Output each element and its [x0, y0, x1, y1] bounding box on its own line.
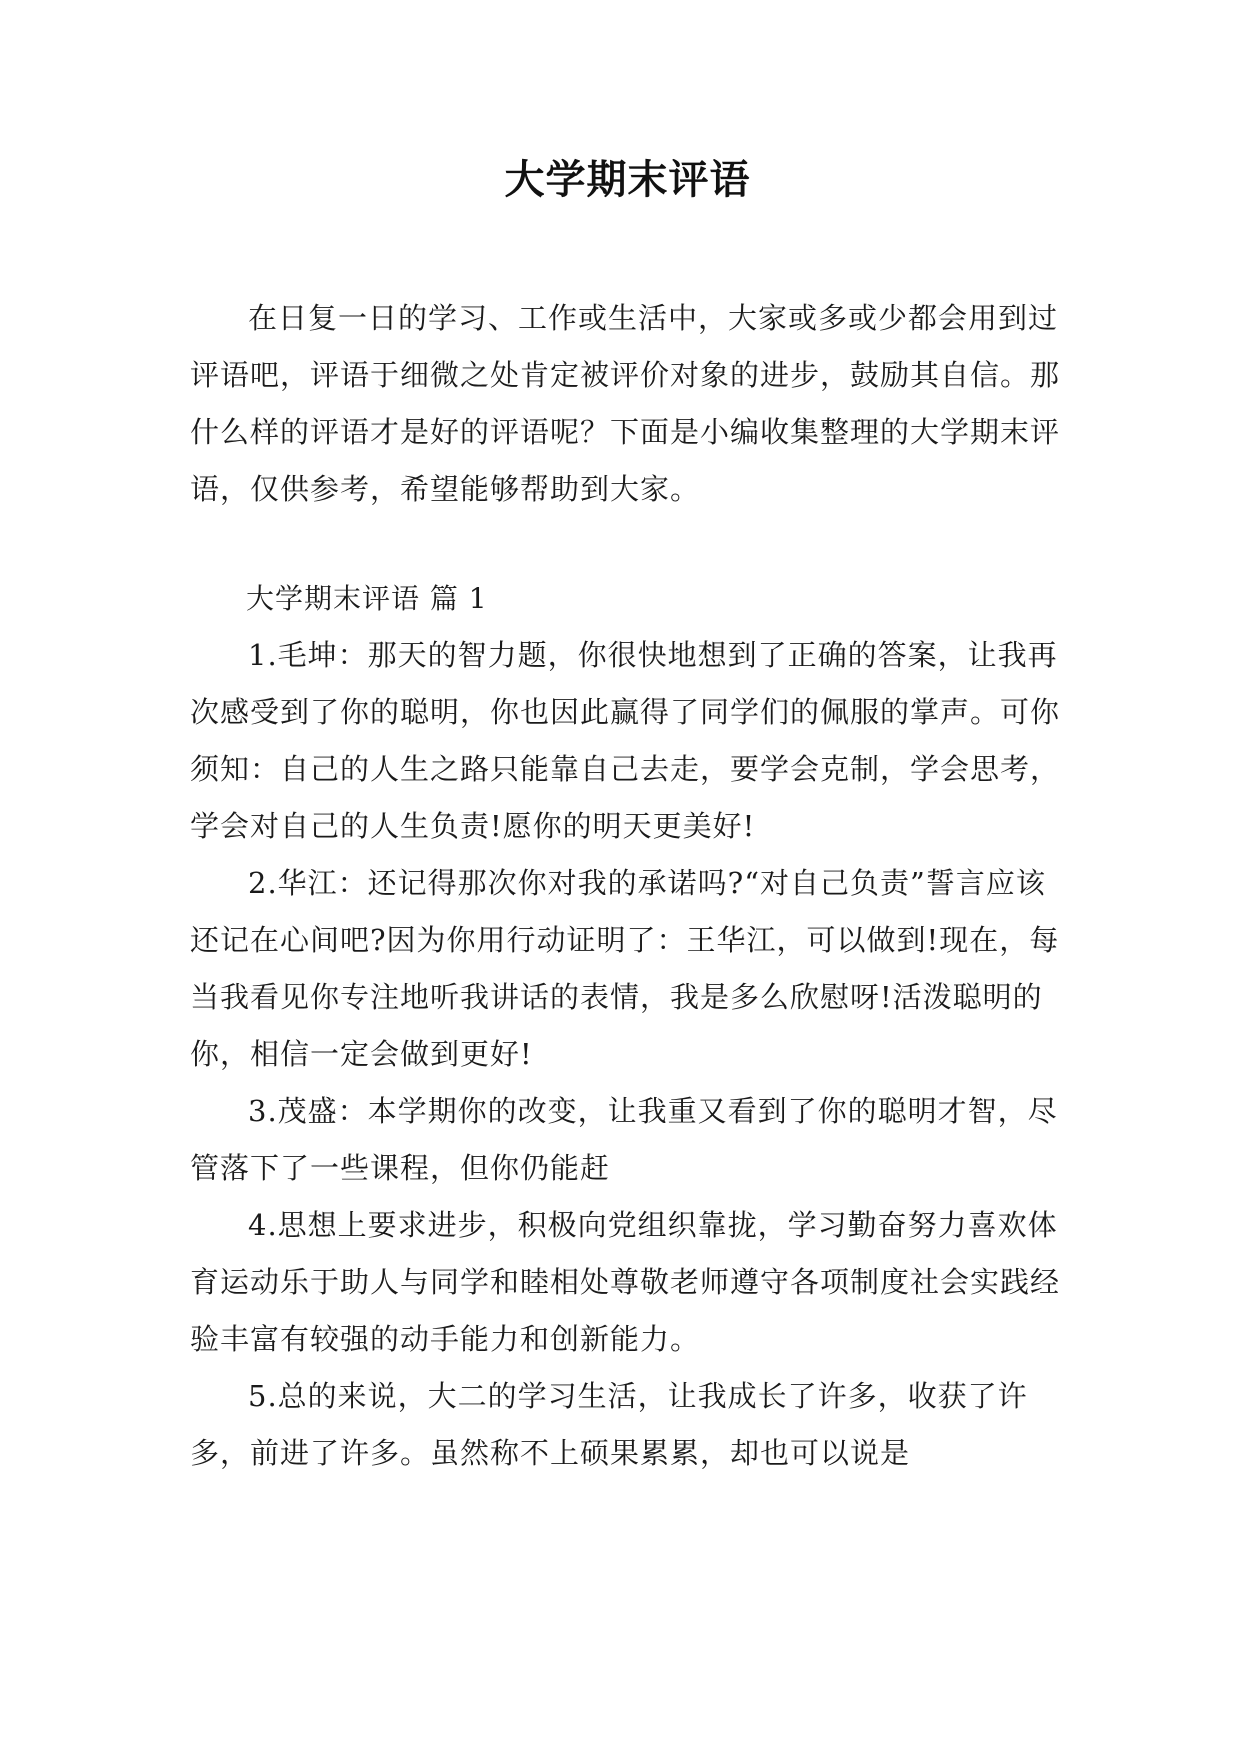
document-title: 大学期末评语 — [504, 157, 751, 203]
comment-item-5: 5.总的来说，大二的学习生活，让我成长了许多，收获了许多，前进了许多。虽然称不上硕果累累，却也可以说是 — [190, 1379, 1028, 1470]
comment-item-4: 4.思想上要求进步，积极向党组织靠拢，学习勤奋努力喜欢体育运动乐于助人与同学和睦相处尊敬老师遵守各项制度社会实践经验丰富有较强的动手能力和创新能力。 — [190, 1208, 1061, 1356]
comment-item-2: 2.华江：还记得那次你对我的承诺吗?“对自己负责”誓言应该还记在心间吧?因为你用行动证明了：王华江，可以做到!现在，每当我看见你专注地听我讲话的表情，我是多么欣慰呀!活泼聪明的你，相信一定会做到更好! — [190, 866, 1060, 1071]
intro-paragraph: 在日复一日的学习、工作或生活中，大家或多或少都会用到过评语吧，评语于细微之处肯定被评价对象的进步，鼓励其自信。那什么样的评语才是好的评语呢？下面是小编收集整理的大学期末评语，仅供参考，希望能够帮助到大家。 — [190, 301, 1061, 506]
comment-item-3: 3.茂盛：本学期你的改变，让我重又看到了你的聪明才智，尽管落下了一些课程，但你仍能赶 — [190, 1094, 1058, 1185]
section-heading: 大学期末评语 篇 1 — [246, 582, 488, 615]
comment-item-1: 1.毛坤：那天的智力题，你很快地想到了正确的答案，让我再次感受到了你的聪明，你也因此赢得了同学们的佩服的掌声。可你须知：自己的人生之路只能靠自己去走，要学会克制，学会思考，学会对自己的人生负责!愿你的明天更美好! — [190, 638, 1061, 843]
